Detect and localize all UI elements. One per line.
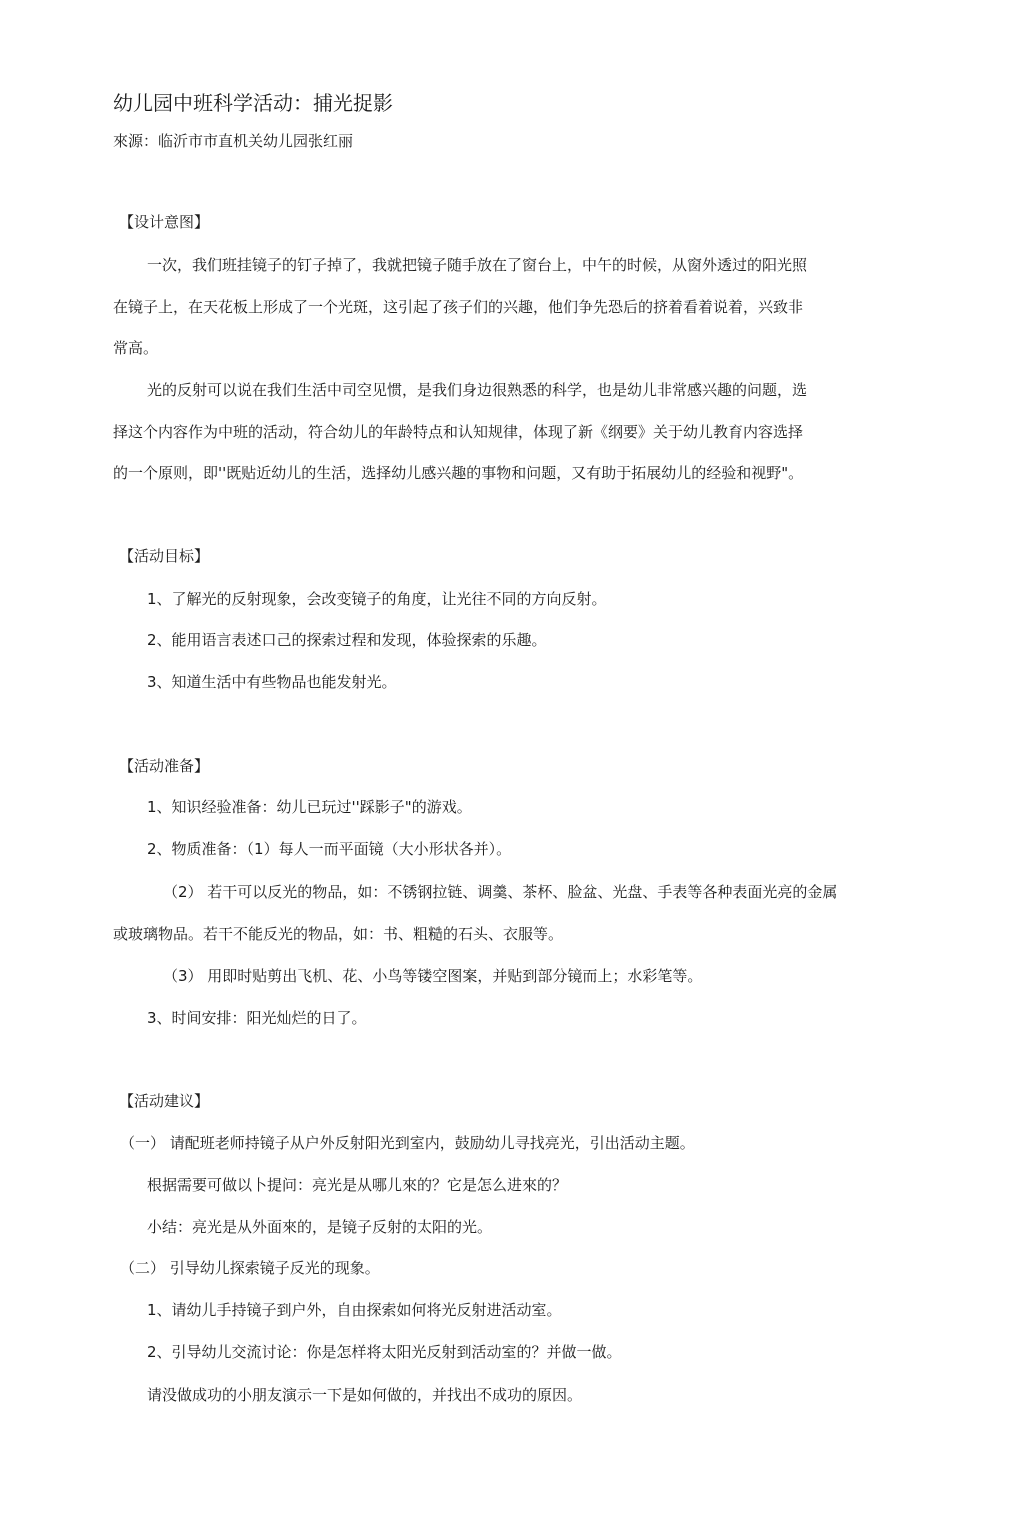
document-title: 幼儿园中班科学活动：捕光捉影 [113,91,393,115]
suggest-item: （二） 引导幼儿探索镜子反光的现象。 [120,1259,380,1277]
paragraph-line: 择这个内容作为中班的活动，符合幼儿的年龄特点和认知规律，体现了新《纲要》关于幼儿教育内容选择 [113,423,804,441]
document-source: 來源：临沂市市直机关幼儿园张红丽 [113,132,354,150]
suggest-item: （一） 请配班老师持镜子从户外反射阳光到室内，鼓励幼儿寻找亮光，引出活动主题。 [120,1134,695,1152]
suggest-item: 2、引导幼儿交流讨论：你是怎样将太阳光反射到活动室的？并做一做。 [147,1343,622,1361]
section-heading-prep: 【活动准备】 [119,757,210,775]
prep-item: 1、知识经验准备：幼儿已玩过''踩影子"的游戏。 [147,798,472,816]
suggest-item: 1、请幼儿手持镜子到户外，自由探索如何将光反射进活动室。 [147,1301,562,1319]
paragraph-line: 的一个原则，即''既贴近幼儿的生活，选择幼儿感兴趣的事物和问题，又有助于拓展幼儿的经验和视野"。 [113,464,804,482]
section-heading-suggest: 【活动建议】 [119,1092,210,1110]
goal-item: 2、能用语言表述口己的探索过程和发现，体验探索的乐趣。 [147,631,547,649]
section-heading-design: 【设计意图】 [119,213,210,231]
paragraph-line: 一次，我们班挂镜子的钉子掉了，我就把镜子随手放在了窗台上，中午的时候，从窗外透过的阳光照 [147,256,808,274]
suggest-item: 小结：亮光是从外面來的，是镜子反射的太阳的光。 [147,1218,493,1236]
prep-item: 2、物质准备：（1）每人一而平面镜（大小形状各并）。 [147,840,512,858]
paragraph-line: 常高。 [113,339,159,357]
paragraph-line: 光的反射可以说在我们生活中司空见惯，是我们身边很熟悉的科学，也是幼儿非常感兴趣的问题，选 [147,381,808,399]
section-heading-goals: 【活动目标】 [119,547,210,565]
paragraph-line: 在镜子上，在天花板上形成了一个光斑，这引起了孩子们的兴趣，他们争先恐后的挤着看着说着，兴致非 [113,298,804,316]
prep-item: 或玻璃物品。若干不能反光的物品，如：书、粗糙的石头、衣服等。 [113,925,564,943]
suggest-item: 请没做成功的小朋友演示一下是如何做的，并找出不成功的原因。 [147,1386,583,1404]
suggest-item: 根据需要可做以卜提问：亮光是从哪儿來的？它是怎么进來的？ [147,1176,568,1194]
prep-item: （3） 用即时贴剪出飞机、花、小鸟等镂空图案，并贴到部分镜而上；水彩笔等。 [163,967,703,985]
prep-item: （2） 若干可以反光的物品，如：不锈钢拉链、调羹、茶杯、脸盆、光盘、手表等各种表面光亮的金属 [163,883,838,901]
prep-item: 3、时间安排：阳光灿烂的日了。 [147,1009,367,1027]
goal-item: 1、了解光的反射现象，会改变镜子的角度，让光往不同的方向反射。 [147,590,607,608]
goal-item: 3、知道生活中有些物品也能发射光。 [147,673,397,691]
